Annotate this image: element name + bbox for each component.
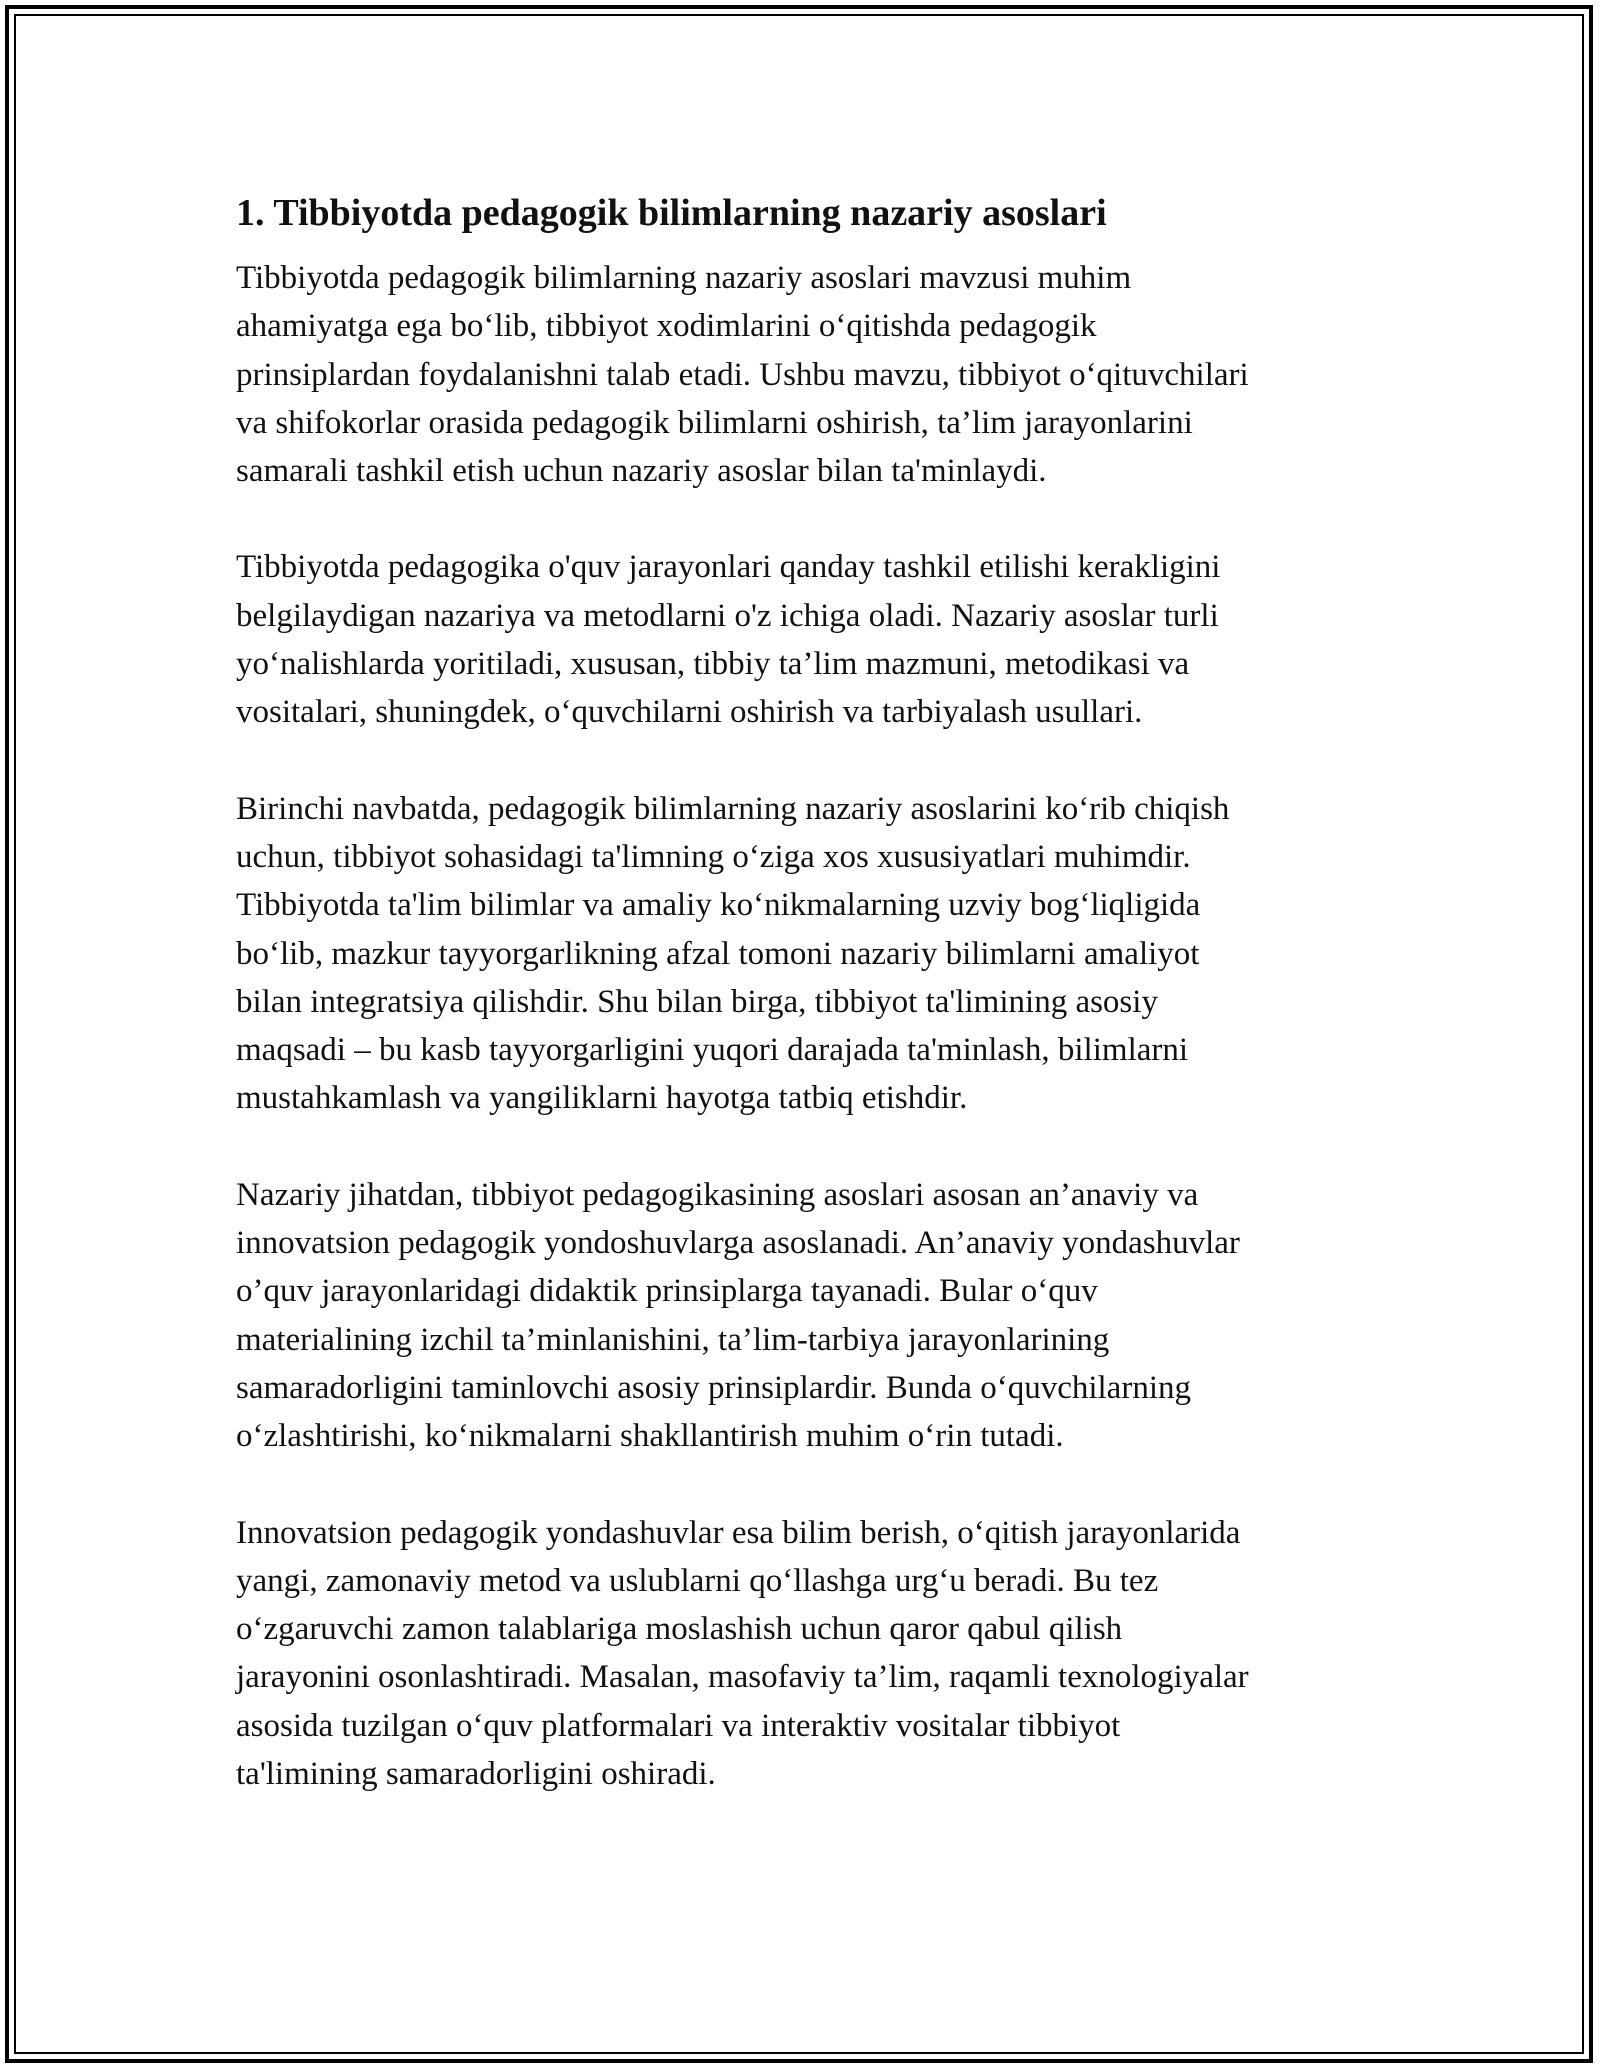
paragraph-1: Tibbiyotda pedagogik bilimlarning nazariy asoslari mavzusi muhim ahamiyatga ega bo‘lib, tibbiyot xodimlarini o‘qitishda pedagogik prinsiplardan foydalanishni talab etadi. Ushbu mavzu, tibbiyot o‘qituvchilari va shifokorlar orasida pedagogik bilimlarni oshirish, ta’lim jarayonlarini samarali tashkil etish uchun nazariy asoslar bilan ta'minlaydi.	[236, 260, 1249, 490]
document-body	[236, 188, 1376, 1846]
section-heading: 1. Tibbiyotda pedagogik bilimlarning nazariy asoslari	[236, 192, 1107, 234]
paragraph-3: Birinchi navbatda, pedagogik bilimlarning nazariy asoslarini ko‘rib chiqish uchun, tibbiyot sohasidagi ta'limning o‘ziga xos xususiyatlari muhimdir. Tibbiyotda ta'lim bilimlar va amaliy ko‘nikmalarning uzviy bog‘liqligida bo‘lib, mazkur tayyorgarlikning afzal tomoni nazariy bilimlarni amaliyot bilan integratsiya qilishdir. Shu bilan birga, tibbiyot ta'limining asosiy maqsadi – bu kasb tayyorgarligini yuqori darajada ta'minlash, bilimlarni mustahkamlash va yangiliklarni hayotga tatbiq etishdir.	[236, 790, 1230, 1117]
paragraph-5: Innovatsion pedagogik yondashuvlar esa bilim berish, o‘qitish jarayonlarida yangi, zamonaviy metod va uslublarni qo‘llashga urg‘u beradi. Bu tez o‘zgaruvchi zamon talablariga moslashish uchun qaror qabul qilish jarayonini osonlashtiradi. Masalan, masofaviy ta’lim, raqamli texnologiyalar asosida tuzilgan o‘quv platformalari va interaktiv vositalar tibbiyot ta'limining samaradorligini oshiradi.	[236, 1514, 1249, 1793]
paragraph-2: Tibbiyotda pedagogika o'quv jarayonlari qanday tashkil etilishi kerakligini belgilaydigan nazariya va metodlarni o'z ichiga oladi. Nazariy asoslar turli yo‘nalishlarda yoritiladi, xususan, tibbiy ta’lim mazmuni, metodikasi va vositalari, shuningdek, o‘quvchilarni oshirish va tarbiyalash usullari.	[236, 549, 1221, 731]
paragraph-4: Nazariy jihatdan, tibbiyot pedagogikasining asoslari asosan an’anaviy va innovatsion pedagogik yondoshuvlarga asoslanadi. An’anaviy yondashuvlar o’quv jarayonlaridagi didaktik prinsiplarga tayanadi. Bular o‘quv materialining izchil ta’minlanishini, ta’lim-tarbiya jarayonlarining samaradorligini taminlovchi asosiy prinsiplardir. Bunda o‘quvchilarning o‘zlashtirishi, ko‘nikmalarni shakllantirish muhim o‘rin tutadi.	[236, 1176, 1240, 1455]
